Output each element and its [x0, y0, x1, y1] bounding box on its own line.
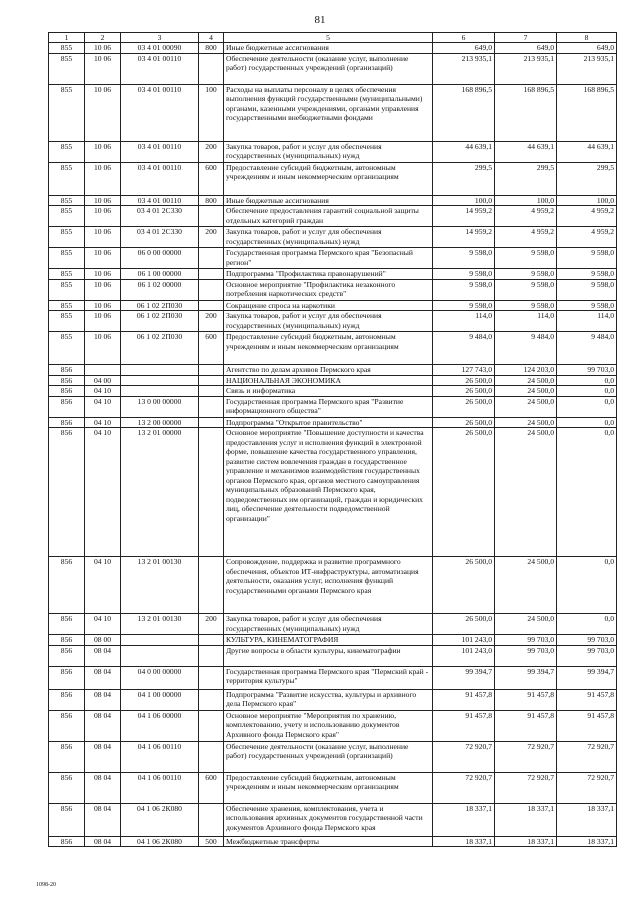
- target-article-cell: 13 2 01 00000: [121, 428, 199, 557]
- amount-cell-7: 114,0: [495, 311, 557, 332]
- amount-cell-6: 18 337,1: [433, 836, 495, 846]
- name-cell: Подпрограмма "Профилактика правонарушений": [224, 269, 433, 279]
- budget-table: [48, 32, 617, 847]
- name-cell: Расходы на выплаты персоналу в целях обеспечения выполнения функций государственными (муниципальными) органами, казенными учреждениями, органами управления государственными внебюджетными фондами: [224, 84, 433, 141]
- amount-cell-7: 24 500,0: [495, 396, 557, 417]
- target-article-cell: 13 2 00 00000: [121, 417, 199, 427]
- amount-cell-8: 72 920,7: [557, 741, 617, 772]
- code-cell: 856: [49, 557, 85, 614]
- section-cell: 04 10: [85, 614, 121, 635]
- header-cell-3: 3: [121, 33, 199, 43]
- name-cell: Межбюджетные трансферты: [224, 836, 433, 846]
- code-cell: 856: [49, 635, 85, 645]
- amount-cell-8: 114,0: [557, 311, 617, 332]
- target-article-cell: [121, 645, 199, 666]
- amount-cell-6: 168 896,5: [433, 84, 495, 141]
- code-cell: 856: [49, 417, 85, 427]
- amount-cell-7: 18 337,1: [495, 836, 557, 846]
- expense-type-cell: [199, 300, 224, 310]
- name-cell: Иные бюджетные ассигнования: [224, 43, 433, 53]
- target-article-cell: 03 4 01 2С330: [121, 227, 199, 248]
- amount-cell-8: 4 959,2: [557, 227, 617, 248]
- amount-cell-6: 91 457,8: [433, 689, 495, 710]
- name-cell: Иные бюджетные ассигнования: [224, 195, 433, 205]
- table-row: [49, 803, 617, 836]
- amount-cell-7: 24 500,0: [495, 614, 557, 635]
- expense-type-cell: [199, 365, 224, 375]
- table-row: [49, 772, 617, 803]
- section-cell: 04 10: [85, 417, 121, 427]
- amount-cell-7: 18 337,1: [495, 803, 557, 836]
- amount-cell-6: 114,0: [433, 311, 495, 332]
- name-cell: Закупка товаров, работ и услуг для обеспечения государственных (муниципальных) нужд: [224, 311, 433, 332]
- code-cell: 855: [49, 227, 85, 248]
- name-cell: Подпрограмма "Открытое правительство": [224, 417, 433, 427]
- section-cell: 10 06: [85, 332, 121, 365]
- table-row: [49, 300, 617, 310]
- section-cell: 04 10: [85, 386, 121, 396]
- table-row: [49, 332, 617, 365]
- amount-cell-6: 44 639,1: [433, 141, 495, 162]
- table-row: [49, 417, 617, 427]
- table-row: [49, 43, 617, 53]
- section-cell: 10 06: [85, 53, 121, 84]
- target-article-cell: 04 1 06 2К080: [121, 836, 199, 846]
- target-article-cell: [121, 386, 199, 396]
- amount-cell-8: 0,0: [557, 375, 617, 385]
- amount-cell-8: 168 896,5: [557, 84, 617, 141]
- table-header: [49, 33, 617, 43]
- code-cell: 856: [49, 689, 85, 710]
- code-cell: 855: [49, 206, 85, 227]
- header-cell-2: 2: [85, 33, 121, 43]
- amount-cell-8: 72 920,7: [557, 772, 617, 803]
- code-cell: 856: [49, 836, 85, 846]
- amount-cell-8: 44 639,1: [557, 141, 617, 162]
- expense-type-cell: 100: [199, 84, 224, 141]
- target-article-cell: 13 0 00 00000: [121, 396, 199, 417]
- target-article-cell: 03 4 01 00110: [121, 53, 199, 84]
- code-cell: 855: [49, 195, 85, 205]
- name-cell: Закупка товаров, работ и услуг для обеспечения государственных (муниципальных) нужд: [224, 227, 433, 248]
- code-cell: 855: [49, 311, 85, 332]
- amount-cell-7: 299,5: [495, 162, 557, 195]
- target-article-cell: [121, 375, 199, 385]
- amount-cell-6: 91 457,8: [433, 710, 495, 741]
- table-row: [49, 141, 617, 162]
- table-row: [49, 227, 617, 248]
- code-cell: 855: [49, 269, 85, 279]
- code-cell: 855: [49, 141, 85, 162]
- table-row: [49, 396, 617, 417]
- amount-cell-6: 26 500,0: [433, 428, 495, 557]
- code-cell: 855: [49, 53, 85, 84]
- amount-cell-8: 213 935,1: [557, 53, 617, 84]
- amount-cell-7: 9 598,0: [495, 279, 557, 300]
- section-cell: 10 06: [85, 206, 121, 227]
- amount-cell-6: 9 598,0: [433, 248, 495, 269]
- expense-type-cell: [199, 666, 224, 689]
- expense-type-cell: [199, 279, 224, 300]
- code-cell: 855: [49, 84, 85, 141]
- page-number: 81: [314, 14, 326, 26]
- amount-cell-7: 9 598,0: [495, 300, 557, 310]
- amount-cell-7: 4 959,2: [495, 206, 557, 227]
- table-row: [49, 375, 617, 385]
- amount-cell-6: 26 500,0: [433, 614, 495, 635]
- name-cell: Государственная программа Пермского края "Пермский край - территория культуры": [224, 666, 433, 689]
- amount-cell-6: 9 598,0: [433, 269, 495, 279]
- table-row: [49, 645, 617, 666]
- target-article-cell: 03 4 01 00110: [121, 195, 199, 205]
- amount-cell-6: 72 920,7: [433, 772, 495, 803]
- table-row: [49, 386, 617, 396]
- code-cell: 856: [49, 365, 85, 375]
- header-cell-6: 6: [433, 33, 495, 43]
- target-article-cell: 06 1 02 2П030: [121, 311, 199, 332]
- amount-cell-7: 9 484,0: [495, 332, 557, 365]
- name-cell: Сокращение спроса на наркотики: [224, 300, 433, 310]
- expense-type-cell: [199, 269, 224, 279]
- expense-type-cell: [199, 635, 224, 645]
- expense-type-cell: [199, 53, 224, 84]
- name-cell: Сопровождение, поддержка и развитие программного обеспечения, объектов ИТ-инфраструктуры, автоматизация деятельности, оказания услуг, исполнения функций государственными органами Пермского края: [224, 557, 433, 614]
- amount-cell-6: 72 920,7: [433, 741, 495, 772]
- expense-type-cell: 200: [199, 311, 224, 332]
- table-row: [49, 248, 617, 269]
- table-row: [49, 614, 617, 635]
- amount-cell-6: 100,0: [433, 195, 495, 205]
- header-cell-1: 1: [49, 33, 85, 43]
- amount-cell-7: 4 959,2: [495, 227, 557, 248]
- section-cell: 10 06: [85, 279, 121, 300]
- amount-cell-6: 127 743,0: [433, 365, 495, 375]
- target-article-cell: 06 1 02 2П030: [121, 332, 199, 365]
- name-cell: Обеспечение деятельности (оказание услуг, выполнение работ) государственных учреждений (организаций): [224, 741, 433, 772]
- amount-cell-8: 9 484,0: [557, 332, 617, 365]
- target-article-cell: 13 2 01 00130: [121, 557, 199, 614]
- amount-cell-6: 18 337,1: [433, 803, 495, 836]
- amount-cell-7: 24 500,0: [495, 557, 557, 614]
- amount-cell-7: 24 500,0: [495, 386, 557, 396]
- section-cell: 10 06: [85, 43, 121, 53]
- code-cell: 856: [49, 375, 85, 385]
- section-cell: 08 04: [85, 803, 121, 836]
- amount-cell-8: 99 703,0: [557, 645, 617, 666]
- name-cell: Основное мероприятие "Повышение доступности и качества предоставления услуг и исполнения функций в электронной форме, повышение качества государственного управления, развитие систем вовлечения граждан в государственное управление и механизмов взаимодействия государственных органов Пермского края, органов местного самоуправления муниципальных образований Пермского края, подведомственных им организаций, граждан и юридических лиц, обеспечение деятельности подведомственной организации": [224, 428, 433, 557]
- name-cell: НАЦИОНАЛЬНАЯ ЭКОНОМИКА: [224, 375, 433, 385]
- expense-type-cell: 800: [199, 195, 224, 205]
- section-cell: 08 04: [85, 836, 121, 846]
- target-article-cell: 06 1 00 00000: [121, 269, 199, 279]
- expense-type-cell: 200: [199, 227, 224, 248]
- section-cell: 10 06: [85, 311, 121, 332]
- target-article-cell: 03 4 01 00090: [121, 43, 199, 53]
- name-cell: Основное мероприятие "Мероприятия по хранению, комплектованию, учету и использованию документов Архивного фонда Пермского края": [224, 710, 433, 741]
- expense-type-cell: 500: [199, 836, 224, 846]
- amount-cell-7: 649,0: [495, 43, 557, 53]
- expense-type-cell: [199, 396, 224, 417]
- expense-type-cell: 600: [199, 162, 224, 195]
- amount-cell-7: 72 920,7: [495, 741, 557, 772]
- section-cell: 04 10: [85, 428, 121, 557]
- amount-cell-6: 101 243,0: [433, 635, 495, 645]
- amount-cell-7: 213 935,1: [495, 53, 557, 84]
- table-row: [49, 557, 617, 614]
- expense-type-cell: [199, 803, 224, 836]
- amount-cell-8: 9 598,0: [557, 248, 617, 269]
- amount-cell-8: 299,5: [557, 162, 617, 195]
- name-cell: КУЛЬТУРА, КИНЕМАТОГРАФИЯ: [224, 635, 433, 645]
- amount-cell-7: 124 203,0: [495, 365, 557, 375]
- amount-cell-8: 99 703,0: [557, 365, 617, 375]
- amount-cell-8: 9 598,0: [557, 279, 617, 300]
- code-cell: 855: [49, 332, 85, 365]
- table-row: [49, 689, 617, 710]
- section-cell: 04 10: [85, 396, 121, 417]
- amount-cell-6: 26 500,0: [433, 375, 495, 385]
- table-row: [49, 269, 617, 279]
- code-cell: 856: [49, 428, 85, 557]
- target-article-cell: 03 4 01 00110: [121, 141, 199, 162]
- amount-cell-7: 99 394,7: [495, 666, 557, 689]
- amount-cell-7: 99 703,0: [495, 645, 557, 666]
- table-row: [49, 836, 617, 846]
- amount-cell-8: 18 337,1: [557, 803, 617, 836]
- amount-cell-8: 18 337,1: [557, 836, 617, 846]
- amount-cell-6: 101 243,0: [433, 645, 495, 666]
- expense-type-cell: [199, 428, 224, 557]
- table-row: [49, 666, 617, 689]
- expense-type-cell: 600: [199, 772, 224, 803]
- amount-cell-7: 24 500,0: [495, 375, 557, 385]
- name-cell: Обеспечение предоставления гарантий социальной защиты отдельных категорий граждан: [224, 206, 433, 227]
- name-cell: Предоставление субсидий бюджетным, автономным учреждениям и иным некоммерческим организациям: [224, 772, 433, 803]
- code-cell: 855: [49, 162, 85, 195]
- header-cell-5: 5: [224, 33, 433, 43]
- section-cell: 04 00: [85, 375, 121, 385]
- expense-type-cell: [199, 689, 224, 710]
- section-cell: 08 00: [85, 635, 121, 645]
- section-cell: 10 06: [85, 269, 121, 279]
- amount-cell-6: 649,0: [433, 43, 495, 53]
- expense-type-cell: 200: [199, 141, 224, 162]
- table-row: [49, 428, 617, 557]
- table-row: [49, 84, 617, 141]
- section-cell: 08 04: [85, 710, 121, 741]
- name-cell: Закупка товаров, работ и услуг для обеспечения государственных (муниципальных) нужд: [224, 141, 433, 162]
- code-cell: 856: [49, 666, 85, 689]
- amount-cell-7: 100,0: [495, 195, 557, 205]
- code-cell: 856: [49, 645, 85, 666]
- code-cell: 855: [49, 43, 85, 53]
- name-cell: Предоставление субсидий бюджетным, автономным учреждениям и иным некоммерческим организациям: [224, 332, 433, 365]
- section-cell: [85, 365, 121, 375]
- name-cell: Агентство по делам архивов Пермского края: [224, 365, 433, 375]
- target-article-cell: 03 4 01 2С330: [121, 206, 199, 227]
- table-row: [49, 635, 617, 645]
- amount-cell-6: 9 484,0: [433, 332, 495, 365]
- target-article-cell: 13 2 01 00130: [121, 614, 199, 635]
- section-cell: 08 04: [85, 741, 121, 772]
- amount-cell-8: 99 394,7: [557, 666, 617, 689]
- code-cell: 856: [49, 803, 85, 836]
- expense-type-cell: [199, 375, 224, 385]
- code-cell: 855: [49, 300, 85, 310]
- amount-cell-8: 99 703,0: [557, 635, 617, 645]
- table-row: [49, 53, 617, 84]
- target-article-cell: 04 1 06 00110: [121, 772, 199, 803]
- code-cell: 856: [49, 772, 85, 803]
- amount-cell-7: 24 500,0: [495, 428, 557, 557]
- amount-cell-6: 26 500,0: [433, 417, 495, 427]
- name-cell: Государственная программа Пермского края "Безопасный регион": [224, 248, 433, 269]
- expense-type-cell: [199, 741, 224, 772]
- amount-cell-8: 9 598,0: [557, 269, 617, 279]
- amount-cell-8: 100,0: [557, 195, 617, 205]
- amount-cell-8: 0,0: [557, 386, 617, 396]
- header-cell-4: 4: [199, 33, 224, 43]
- name-cell: Государственная программа Пермского края "Развитие информационного общества": [224, 396, 433, 417]
- code-cell: 856: [49, 614, 85, 635]
- expense-type-cell: [199, 417, 224, 427]
- header-cell-7: 7: [495, 33, 557, 43]
- target-article-cell: 03 4 01 00110: [121, 162, 199, 195]
- target-article-cell: [121, 635, 199, 645]
- section-cell: 08 04: [85, 645, 121, 666]
- code-cell: 856: [49, 710, 85, 741]
- table-body: [49, 43, 617, 847]
- amount-cell-6: 9 598,0: [433, 279, 495, 300]
- amount-cell-8: 9 598,0: [557, 300, 617, 310]
- target-article-cell: 06 0 00 00000: [121, 248, 199, 269]
- amount-cell-6: 26 500,0: [433, 386, 495, 396]
- amount-cell-8: 0,0: [557, 557, 617, 614]
- table-row: [49, 741, 617, 772]
- section-cell: 10 06: [85, 84, 121, 141]
- amount-cell-6: 299,5: [433, 162, 495, 195]
- name-cell: Предоставление субсидий бюджетным, автономным учреждениям и иным некоммерческим организациям: [224, 162, 433, 195]
- expense-type-cell: 600: [199, 332, 224, 365]
- amount-cell-6: 9 598,0: [433, 300, 495, 310]
- name-cell: Закупка товаров, работ и услуг для обеспечения государственных (муниципальных) нужд: [224, 614, 433, 635]
- section-cell: 10 06: [85, 300, 121, 310]
- expense-type-cell: [199, 248, 224, 269]
- name-cell: Обеспечение деятельности (оказание услуг, выполнение работ) государственных учреждений (организаций): [224, 53, 433, 84]
- expense-type-cell: [199, 386, 224, 396]
- amount-cell-7: 91 457,8: [495, 710, 557, 741]
- amount-cell-7: 99 703,0: [495, 635, 557, 645]
- expense-type-cell: [199, 710, 224, 741]
- expense-type-cell: [199, 206, 224, 227]
- amount-cell-8: 0,0: [557, 428, 617, 557]
- section-cell: 08 04: [85, 772, 121, 803]
- name-cell: Обеспечение хранения, комплектования, учета и использования архивных документов государственной части документов Архивного фонда Пермского края: [224, 803, 433, 836]
- amount-cell-6: 14 959,2: [433, 206, 495, 227]
- header-row: [49, 33, 617, 43]
- amount-cell-6: 26 500,0: [433, 557, 495, 614]
- amount-cell-6: 213 935,1: [433, 53, 495, 84]
- amount-cell-6: 14 959,2: [433, 227, 495, 248]
- section-cell: 08 04: [85, 689, 121, 710]
- amount-cell-8: 649,0: [557, 43, 617, 53]
- table-row: [49, 195, 617, 205]
- amount-cell-7: 9 598,0: [495, 248, 557, 269]
- code-cell: 856: [49, 386, 85, 396]
- section-cell: 04 10: [85, 557, 121, 614]
- section-cell: 10 06: [85, 141, 121, 162]
- amount-cell-8: 0,0: [557, 396, 617, 417]
- expense-type-cell: [199, 645, 224, 666]
- amount-cell-8: 4 959,2: [557, 206, 617, 227]
- amount-cell-7: 91 457,8: [495, 689, 557, 710]
- target-article-cell: 04 1 06 2К080: [121, 803, 199, 836]
- section-cell: 10 06: [85, 227, 121, 248]
- amount-cell-8: 91 457,8: [557, 710, 617, 741]
- target-article-cell: 04 1 00 00000: [121, 689, 199, 710]
- table-row: [49, 311, 617, 332]
- table-row: [49, 710, 617, 741]
- amount-cell-8: 0,0: [557, 417, 617, 427]
- code-cell: 856: [49, 396, 85, 417]
- amount-cell-7: 44 639,1: [495, 141, 557, 162]
- amount-cell-8: 0,0: [557, 614, 617, 635]
- name-cell: Связь и информатика: [224, 386, 433, 396]
- target-article-cell: 04 1 06 00110: [121, 741, 199, 772]
- footer-code: 1098-20: [36, 882, 56, 888]
- target-article-cell: 04 0 00 00000: [121, 666, 199, 689]
- expense-type-cell: 800: [199, 43, 224, 53]
- name-cell: Другие вопросы в области культуры, кинематографии: [224, 645, 433, 666]
- amount-cell-8: 91 457,8: [557, 689, 617, 710]
- amount-cell-7: 72 920,7: [495, 772, 557, 803]
- section-cell: 08 04: [85, 666, 121, 689]
- code-cell: 856: [49, 741, 85, 772]
- section-cell: 10 06: [85, 248, 121, 269]
- target-article-cell: 03 4 01 00110: [121, 84, 199, 141]
- amount-cell-6: 99 394,7: [433, 666, 495, 689]
- target-article-cell: 04 1 06 00000: [121, 710, 199, 741]
- amount-cell-7: 24 500,0: [495, 417, 557, 427]
- table-row: [49, 206, 617, 227]
- table-row: [49, 365, 617, 375]
- section-cell: 10 06: [85, 195, 121, 205]
- expense-type-cell: [199, 557, 224, 614]
- section-cell: 10 06: [85, 162, 121, 195]
- amount-cell-6: 26 500,0: [433, 396, 495, 417]
- name-cell: Подпрограмма "Развитие искусства, культуры и архивного дела Пермского края": [224, 689, 433, 710]
- amount-cell-7: 9 598,0: [495, 269, 557, 279]
- code-cell: 855: [49, 248, 85, 269]
- amount-cell-7: 168 896,5: [495, 84, 557, 141]
- table-row: [49, 162, 617, 195]
- name-cell: Основное мероприятие "Профилактика незаконного потребления наркотических средств": [224, 279, 433, 300]
- target-article-cell: 06 1 02 2П030: [121, 300, 199, 310]
- expense-type-cell: 200: [199, 614, 224, 635]
- target-article-cell: [121, 365, 199, 375]
- header-cell-8: 8: [557, 33, 617, 43]
- code-cell: 855: [49, 279, 85, 300]
- table-row: [49, 279, 617, 300]
- target-article-cell: 06 1 02 00000: [121, 279, 199, 300]
